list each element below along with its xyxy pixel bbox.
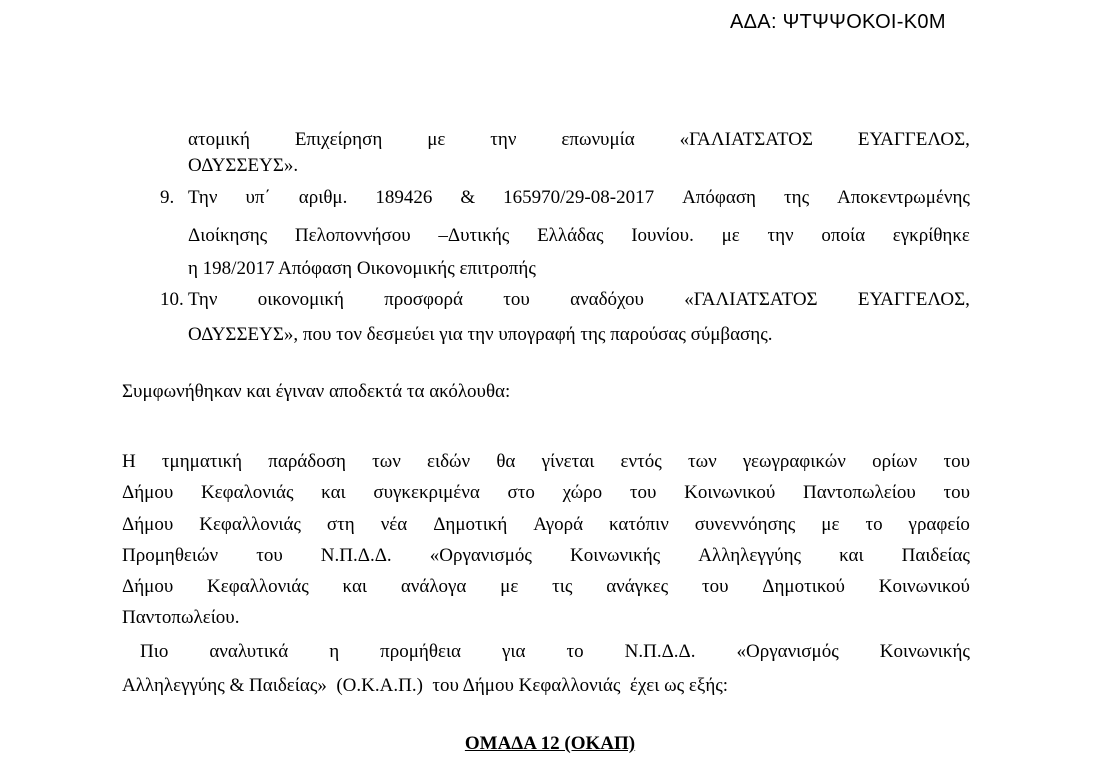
word: Πελοποννήσου: [294, 225, 411, 246]
word: &: [460, 187, 476, 208]
word: του: [943, 451, 970, 472]
word: συγκεκριμένα: [373, 482, 480, 503]
list-continuation-line-1: [188, 127, 970, 153]
paragraph-1-line-2: [122, 480, 970, 506]
word: του: [701, 576, 729, 597]
word: ορίων: [872, 451, 918, 472]
word: υπ΄: [245, 187, 271, 208]
list-item-9-number: 9.: [160, 187, 175, 208]
word: γίνεται: [541, 451, 595, 472]
word: του: [256, 545, 283, 566]
paragraph-1-line-4: [122, 543, 970, 569]
word: συνεννόησης: [694, 514, 796, 535]
word: το: [865, 514, 883, 535]
word: Αποκεντρωμένης: [837, 187, 970, 208]
word: «ΓΑΛΙΑΤΣΑΤΟΣ: [679, 129, 813, 150]
word: Παιδείας: [901, 545, 970, 566]
paragraph-1-line-5: [122, 574, 970, 600]
paragraph-2-line-2: Αλληλεγγύης & Παιδείας» (Ο.Κ.Α.Π.) του Δήμου Κεφαλλονιάς έχει ως εξής:: [122, 675, 729, 696]
word: την: [490, 129, 517, 150]
word: Πιο: [140, 641, 169, 662]
word: θα: [496, 451, 516, 472]
word: ειδών: [427, 451, 471, 472]
group-heading: ΟΜΑΔΑ 12 (ΟΚΑΠ): [464, 733, 636, 754]
word: Κεφαλλονιάς: [199, 514, 301, 535]
word: με: [427, 129, 446, 150]
word: Δημοτικού: [762, 576, 845, 597]
word: ανάλογα: [400, 576, 467, 597]
word: 165970/29-08-2017: [503, 187, 655, 208]
word: Αλληλεγγύης: [698, 545, 802, 566]
list-item-9-line-1: [188, 185, 970, 211]
word: ανάγκες: [606, 576, 669, 597]
word: παράδοση: [268, 451, 346, 472]
list-continuation-line-2: ΟΔΥΣΣΕΥΣ».: [188, 155, 299, 176]
word: Ιουνίου.: [631, 225, 694, 246]
word: των: [687, 451, 717, 472]
word: την: [767, 225, 794, 246]
list-item-10-line-1: [188, 287, 970, 313]
word: Επιχείρηση: [294, 129, 383, 150]
word: Κοινωνικής: [879, 641, 970, 662]
word: Ελλάδας: [537, 225, 604, 246]
word: με: [721, 225, 740, 246]
word: και: [342, 576, 368, 597]
word: αναλυτικά: [209, 641, 289, 662]
word: και: [321, 482, 346, 503]
list-item-9-line-2: [188, 223, 970, 249]
list-item-9-line-3: η 198/2017 Απόφαση Οικονομικής επιτροπής: [188, 258, 536, 279]
word: του: [943, 482, 970, 503]
word: Κοινωνικού: [878, 576, 970, 597]
word: Την: [188, 289, 218, 310]
word: με: [821, 514, 840, 535]
word: γραφείο: [908, 514, 970, 535]
word: στο: [507, 482, 535, 503]
paragraph-1-line-1: [122, 449, 970, 475]
word: με: [500, 576, 519, 597]
word: στη: [326, 514, 355, 535]
word: οποία: [821, 225, 866, 246]
word: Δημοτική: [433, 514, 508, 535]
word: του: [503, 289, 530, 310]
list-item-10-line-2: ΟΔΥΣΣΕΥΣ», που τον δεσμεύει για την υπογραφή της παρούσας σύμβασης.: [188, 324, 773, 345]
paragraph-1-line-3: [122, 512, 970, 538]
word: Δήμου: [122, 576, 174, 597]
word: «Οργανισμός: [429, 545, 532, 566]
word: Παντοπωλείου: [803, 482, 916, 503]
word: και: [839, 545, 864, 566]
word: για: [502, 641, 526, 662]
word: εγκρίθηκε: [892, 225, 970, 246]
word: εντός: [620, 451, 662, 472]
word: Δήμου: [122, 482, 174, 503]
word: Ν.Π.Δ.Δ.: [624, 641, 696, 662]
word: Αγορά: [533, 514, 584, 535]
ada-code: ΑΔΑ: ΨΤΨΨΟΚΟΙ-Κ0Μ: [730, 11, 946, 33]
word: Προμηθειών: [122, 545, 219, 566]
word: Διοίκησης: [188, 225, 268, 246]
word: –Δυτικής: [438, 225, 510, 246]
word: Απόφαση: [682, 187, 756, 208]
word: Κοινωνικής: [570, 545, 661, 566]
word: Κεφαλλονιάς: [207, 576, 309, 597]
word: του: [629, 482, 657, 503]
paragraph-1-line-6: Παντοπωλείου.: [122, 607, 240, 628]
list-item-10-number: 10.: [160, 289, 184, 310]
word: χώρο: [562, 482, 603, 503]
word: τμηματική: [161, 451, 243, 472]
word: το: [566, 641, 584, 662]
word: 189426: [375, 187, 433, 208]
word: ατομική: [188, 129, 250, 150]
word: Κοινωνικού: [684, 482, 776, 503]
word: η: [329, 641, 340, 662]
word: «Οργανισμός: [736, 641, 839, 662]
word: γεωγραφικών: [742, 451, 846, 472]
word: ΕΥΑΓΓΕΛΟΣ,: [857, 289, 970, 310]
word: «ΓΑΛΙΑΤΣΑΤΟΣ: [684, 289, 818, 310]
word: αριθμ.: [298, 187, 348, 208]
word: Κεφαλονιάς: [200, 482, 294, 503]
word: της: [784, 187, 810, 208]
word: κατόπιν: [609, 514, 669, 535]
agreed-statement: Συμφωνήθηκαν και έγιναν αποδεκτά τα ακόλουθα:: [122, 381, 511, 402]
word: οικονομική: [257, 289, 344, 310]
word: προμήθεια: [380, 641, 462, 662]
word: ΕΥΑΓΓΕΛΟΣ,: [857, 129, 970, 150]
paragraph-2-line-1: [140, 639, 970, 665]
word: Ν.Π.Δ.Δ.: [320, 545, 392, 566]
word: Δήμου: [122, 514, 174, 535]
word: Την: [188, 187, 218, 208]
word: αναδόχου: [570, 289, 644, 310]
word: τις: [552, 576, 573, 597]
word: των: [372, 451, 401, 472]
word: προσφορά: [384, 289, 463, 310]
word: Η: [122, 451, 136, 472]
word: επωνυμία: [561, 129, 635, 150]
word: νέα: [380, 514, 408, 535]
